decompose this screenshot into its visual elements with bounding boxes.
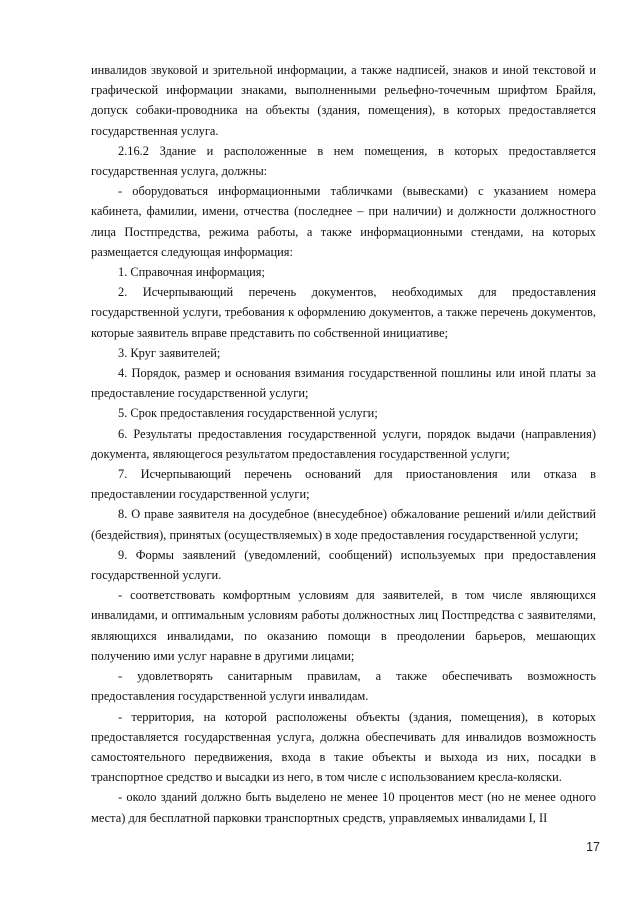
paragraph-parking: - около зданий должно быть выделено не менее 10 процентов мест (но не менее одного места) для бесплатной парковки транспортных средств, управляемых инвалидами I, II — [91, 790, 596, 825]
paragraph-sanitary-rules: - удовлетворять санитарным правилам, а также обеспечивать возможность предоставления государственной услуги инвалидам. — [91, 669, 596, 704]
document-body — [91, 60, 596, 828]
list-item-9: 9. Формы заявлений (уведомлений, сообщений) используемых при предоставления государственной услуги. — [91, 547, 596, 583]
list-item-8: 8. О праве заявителя на досудебное (внесудебное) обжалование решений и/или действий (бездействия), принятых (осуществляемых) в ходе предоставления государственной услуги; — [91, 507, 596, 542]
list-item-4: 4. Порядок, размер и основания взимания государственной пошлины или иной платы за предоставление государственной услуги; — [91, 366, 596, 401]
paragraph-territory: - территория, на которой расположены объекты (здания, помещения), в которых предоставляется государственная услуга, должна обеспечивать для инвалидов возможность самостоятельного передвижения, входа в такие объекты и выхода из них, посадки в транспортное средство и высадки из него, в том числе с использованием кресла-коляски. — [91, 709, 596, 785]
list-item-1: 1. Справочная информация; — [118, 265, 265, 280]
paragraph-comfort-conditions: - соответствовать комфортным условиям для заявителей, в том числе являющихся инвалидами, и оптимальным условиям работы должностных лиц Постпредства с заявителями, являющихся инвалидами, по оказанию помощи в преодолении барьеров, мешающих получению ими услуг наравне в другими лицами; — [91, 588, 596, 663]
section-2-16-2-heading: 2.16.2 Здание и расположенные в нем помещения, в которых предоставляется государственная услуга, должны: — [91, 143, 596, 179]
list-item-6: 6. Результаты предоставления государственной услуги, порядок выдачи (направления) документа, являющегося результатом предоставления государственной услуги; — [91, 426, 596, 461]
list-item-2: 2. Исчерпывающий перечень документов, необходимых для предоставления государственной услуги, требования к оформлению документов, а также перечень документов, которые заявитель вправе представить по собственной инициативе; — [91, 285, 596, 340]
paragraph-info-plates: - оборудоваться информационными табличками (вывесками) с указанием номера кабинета, фамилии, имени, отчества (последнее – при наличии) и должности должностного лица Постпредства, режима работы, а также информационными стендами, на которых размещается следующая информация: — [91, 184, 596, 259]
list-item-3: 3. Круг заявителей; — [118, 345, 221, 360]
page-number: 17 — [586, 840, 600, 854]
list-item-7: 7. Исчерпывающий перечень оснований для приостановления или отказа в предоставлении государственной услуги; — [91, 467, 596, 502]
paragraph-continuation: инвалидов звуковой и зрительной информации, а также надписей, знаков и иной текстовой и графической информации знаками, выполненными рельефно-точечным шрифтом Брайля, допуск собаки-проводника на объекты (здания, помещения), в которых предоставляется государственная услуга. — [91, 63, 596, 138]
list-item-5: 5. Срок предоставления государственной услуги; — [118, 406, 378, 421]
